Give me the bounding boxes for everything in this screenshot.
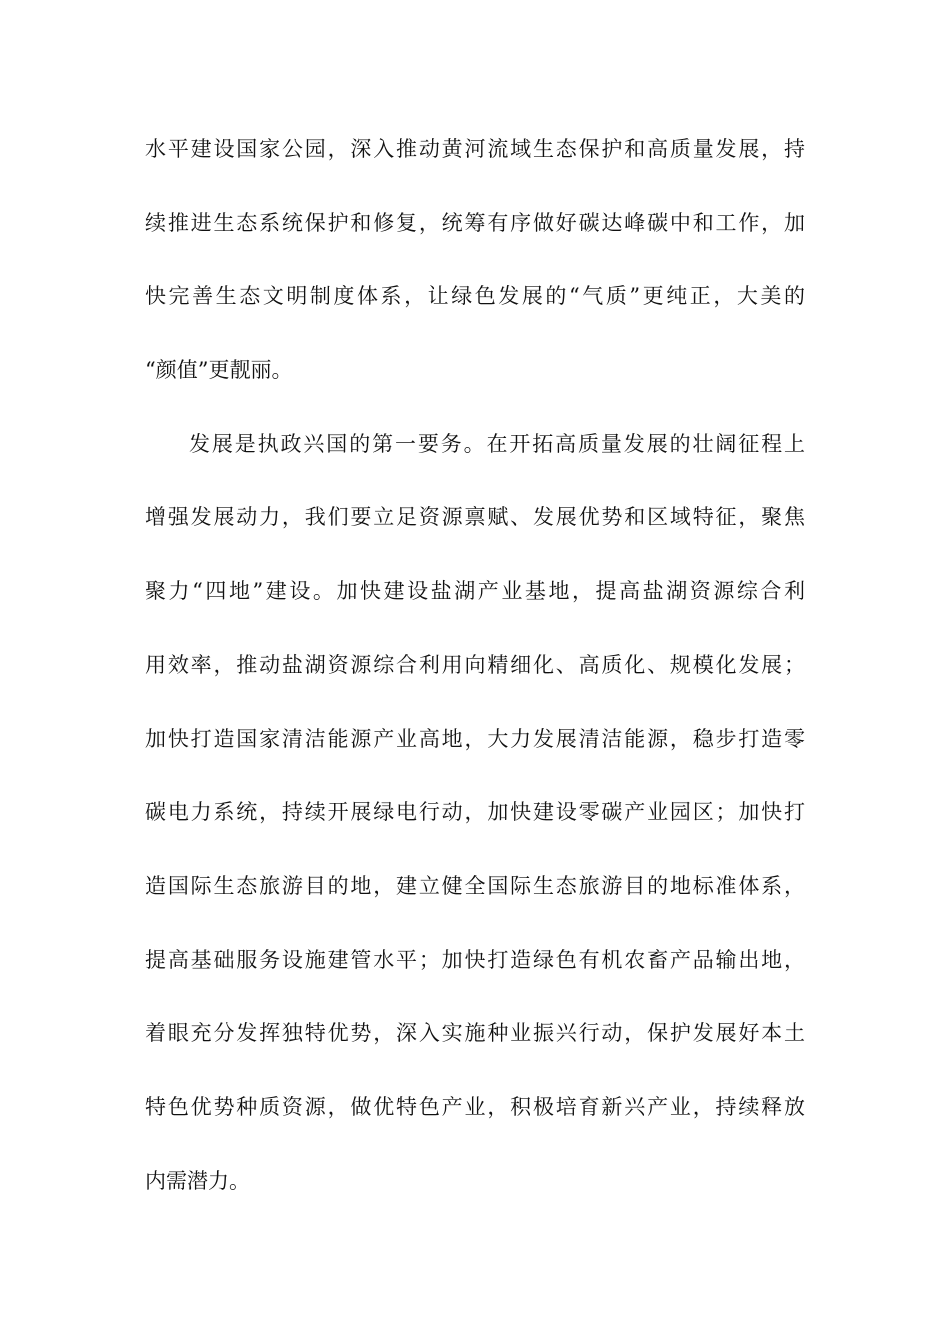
text-line: 发展是执政兴国的第一要务。在开拓高质量发展的壮阔征程上: [189, 431, 805, 456]
text-line: 快完善生态文明制度体系，让绿色发展的“气质”更纯正，大美的: [145, 284, 805, 309]
paragraph-2: [145, 423, 805, 1234]
text-line: 着眼充分发挥独特优势，深入实施种业振兴行动，保护发展好本土: [145, 1021, 805, 1046]
text-line: 聚力“四地”建设。加快建设盐湖产业基地，提高盐湖资源综合利: [145, 579, 805, 604]
text-line: 增强发展动力，我们要立足资源禀赋、发展优势和区域特征，聚焦: [145, 505, 805, 530]
text-line: 提高基础服务设施建管水平；加快打造绿色有机农畜产品输出地，: [145, 947, 805, 972]
text-line: 加快打造国家清洁能源产业高地，大力发展清洁能源，稳步打造零: [145, 726, 805, 751]
text-line: 特色优势种质资源，做优特色产业，积极培育新兴产业，持续释放: [145, 1094, 805, 1119]
text-line: 水平建设国家公园，深入推动黄河流域生态保护和高质量发展，持: [145, 137, 805, 161]
text-line: 碳电力系统，持续开展绿电行动，加快建设零碳产业园区；加快打: [145, 800, 805, 825]
text-line: 造国际生态旅游目的地，建立健全国际生态旅游目的地标准体系，: [145, 873, 805, 898]
text-line: “颜值”更靓丽。: [145, 358, 293, 383]
paragraph-1: [145, 128, 805, 423]
document-body: [145, 128, 805, 1233]
text-line: 内需潜力。: [145, 1168, 250, 1193]
text-line: 续推进生态系统保护和修复，统筹有序做好碳达峰碳中和工作，加: [145, 210, 805, 235]
text-line: 用效率，推动盐湖资源综合利用向精细化、高质化、规模化发展；: [145, 652, 805, 677]
